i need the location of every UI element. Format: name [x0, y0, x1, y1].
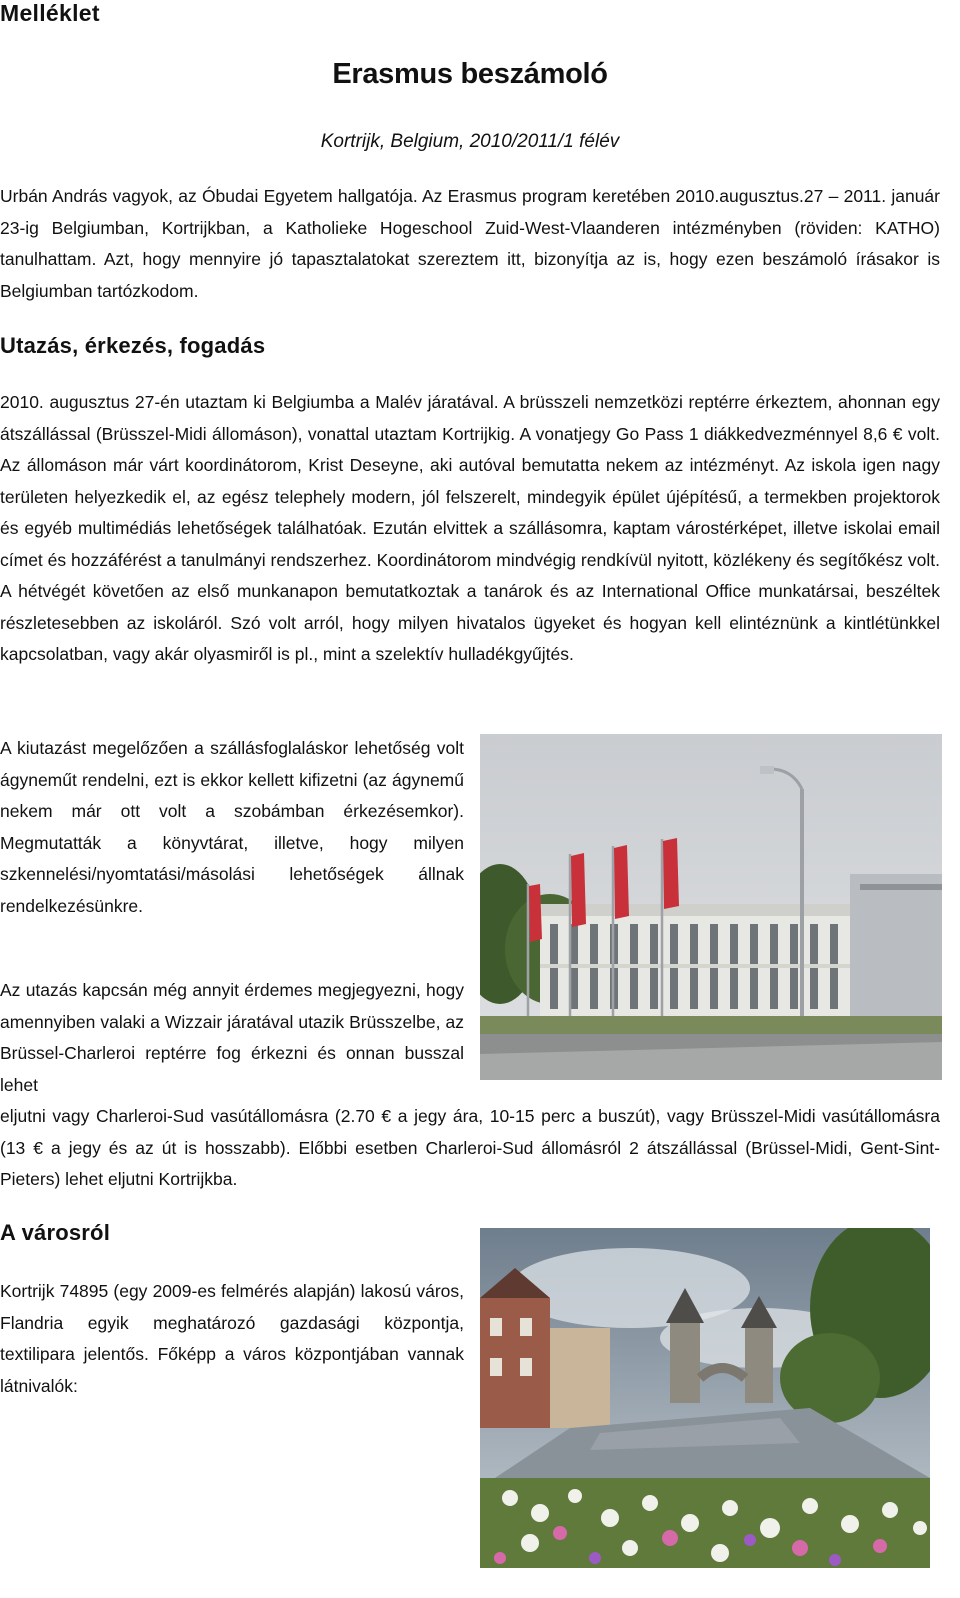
wizzair-paragraph-continued: eljutni vagy Charleroi-Sud vasútállomásra (2.70 € a jegy ára, 10-15 perc a buszút), vagy Brüsszel-Midi vasútállomásra (13 € a jegy és az út is hosszabb). Előbbi esetben Charleroi-Sud állomásról 2 átszállással (Brüssel-Midi, Gent-Sint-Pieters) lehet eljutni Kortrijkba.	[0, 1106, 940, 1189]
document-title: Erasmus beszámoló	[332, 58, 608, 90]
school-building-photo	[480, 734, 942, 1080]
kortrijk-canal-photo	[480, 1228, 930, 1568]
section-heading-travel: Utazás, érkezés, fogadás	[0, 333, 266, 358]
city-paragraph: Kortrijk 74895 (egy 2009-es felmérés alapján) lakosú város, Flandria egyik meghatározó gazdasági központja, textilipara jelentős. Főképp a város központjában vannak látnivalók:	[0, 1281, 464, 1396]
document-subtitle: Kortrijk, Belgium, 2010/2011/1 félév	[320, 131, 620, 152]
wizzair-paragraph: Az utazás kapcsán még annyit érdemes megjegyezni, hogy amennyiben valaki a Wizzair járatával utazik Brüsszelbe, az Brüssel-Charleroi reptérre fog érkezni és onnan busszal lehet	[0, 980, 464, 1095]
appendix-heading: Melléklet	[0, 0, 100, 26]
intro-paragraph: Urbán András vagyok, az Óbudai Egyetem hallgatója. Az Erasmus program keretében 2010.augusztus.27 – 2011. január 23-ig Belgiumban, Kortrijkban, a Katholieke Hogeschool Zuid-West-Vlaanderen intézményben (röviden: KATHO) tanulhattam. Azt, hogy mennyire jó tapasztalatokat szereztem itt, bizonyítja az is, hogy ezen beszámoló írásakor is Belgiumban tartózkodom.	[0, 186, 940, 301]
section-heading-city: A városról	[0, 1220, 111, 1245]
accommodation-paragraph: A kiutazást megelőzően a szállásfoglaláskor lehetőség volt ágyneműt rendelni, ezt is ekkor kellett kifizetni (az ágynemű nekem már ott volt a szobámban érkezésemkor). Megmutatták a könyvtárat, illetve, hogy milyen szkennelési/nyomtatási/másolási lehetőségek állnak rendelkezésünkre.	[0, 738, 464, 916]
travel-paragraph: 2010. augusztus 27-én utaztam ki Belgiumba a Malév járatával. A brüsszeli nemzetközi reptérre érkeztem, ahonnan egy átszállással (Brüsszel-Midi állomáson), vonattal utaztam Kortrijkig. A vonatjegy Go Pass 1 diákkedvezménnyel 8,6 € volt. Az állomáson már várt koordinátorom, Krist Deseyne, aki autóval bemutatta nekem az intézményt. Az iskola igen nagy területen helyezkedik el, az egész telephely modern, jól felszerelt, mindegyik épület újépítésű, a termekben projektorok és egyéb multimédiás lehetőségek találhatóak. Ezután elvittek a szállásomra, kaptam várostérképet, illetve iskolai email címet és hozzáférést a tanulmányi rendszerhez. Koordinátorom mindvégig rendkívül nyitott, közlékeny és segítőkész volt. A hétvégét követően az első munkanapon bemutatkoztak a tanárok és az International Office munkatársai, beszéltek részletesebben az iskoláról. Szó volt arról, hogy milyen hivatalos ügyeket és hogyan kell elintéznünk a kintlétünkkel kapcsolatban, vagy akár olyasmiről is pl., mint a szelektív hulladékgyűjtés.	[0, 392, 940, 664]
